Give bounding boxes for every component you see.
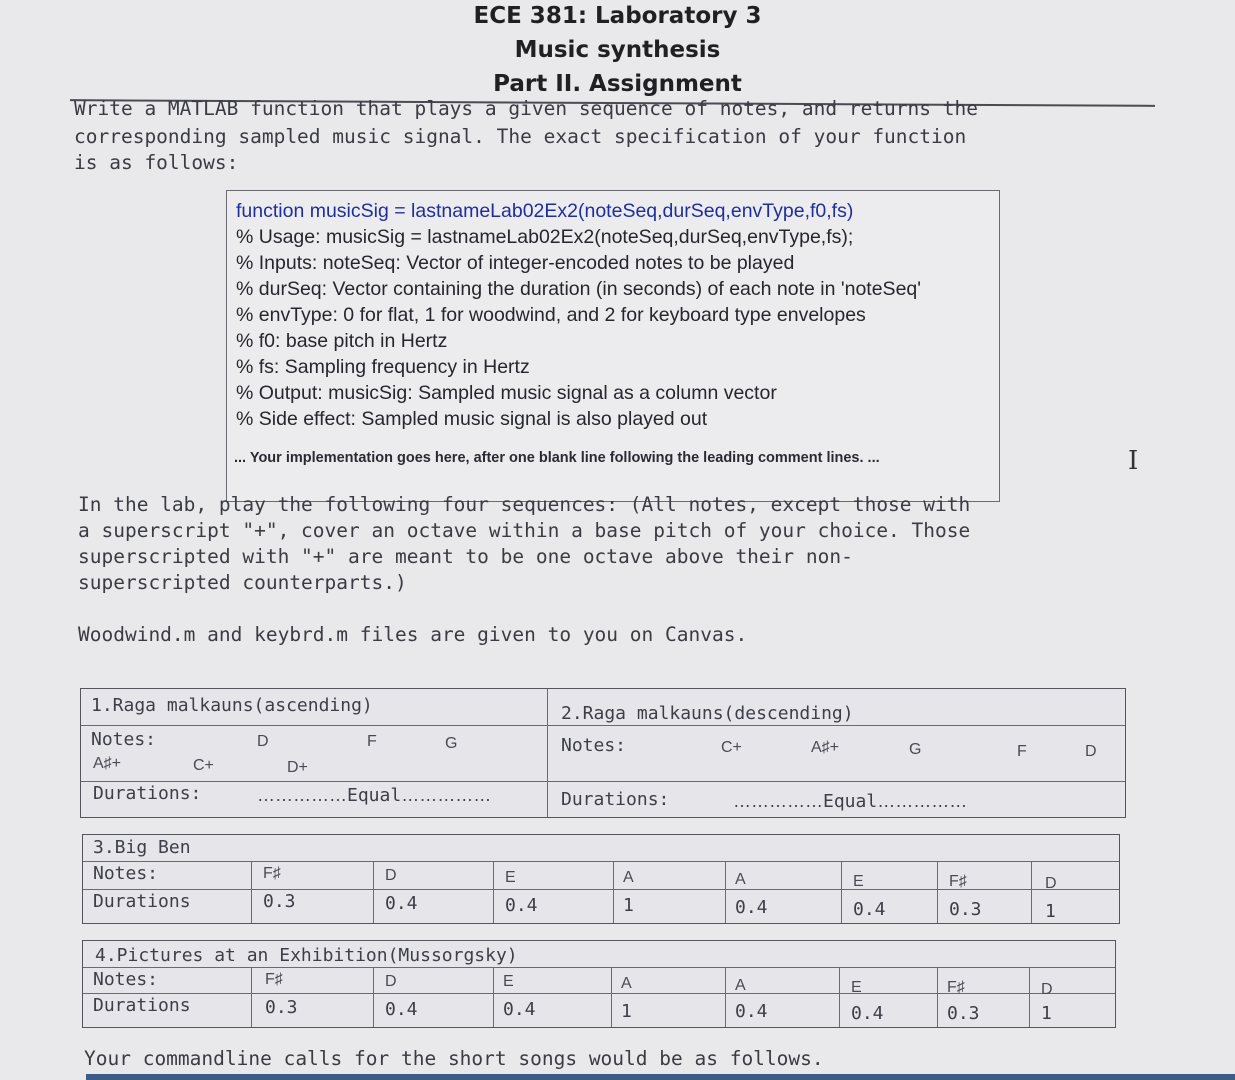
big-ben-table (82, 834, 1120, 924)
raga-asc-note: C+ (193, 757, 214, 774)
raga-desc-note: G (909, 741, 922, 758)
pictures-title: 4.Pictures at an Exhibition(Mussorgsky) (95, 945, 518, 966)
pictures-note: A (621, 975, 632, 992)
pictures-note: E (503, 973, 514, 990)
comment-fs: % fs: Sampling frequency in Hertz (236, 356, 530, 378)
big-ben-duration: 0.4 (505, 895, 538, 916)
comment-output: % Output: musicSig: Sampled music signal as a column vector (236, 382, 777, 404)
comment-durseq: % durSeq: Vector containing the duration (in seconds) of each note in 'noteSeq' (236, 278, 921, 300)
comment-f0: % f0: base pitch in Hertz (236, 330, 448, 352)
pictures-note: D (1041, 981, 1053, 998)
big-ben-col (1031, 861, 1032, 923)
lab-text-line-2: a superscript "+", cover an octave within a base pitch of your choice. Those (78, 519, 971, 542)
pictures-note: A (735, 977, 746, 994)
big-ben-col (613, 861, 614, 923)
pictures-duration: 0.4 (851, 1003, 884, 1024)
big-ben-col (725, 861, 726, 923)
lab-text-line-1: In the lab, play the following four sequences: (All notes, except those with (78, 493, 971, 516)
function-signature: function musicSig = lastnameLab02Ex2(noteSeq,durSeq,envType,f0,fs) (236, 200, 854, 222)
raga-asc-title: 1.Raga malkauns(ascending) (91, 695, 373, 716)
lab-text-line-3: superscripted with "+" are meant to be one octave above their non- (78, 545, 853, 568)
pictures-note: F♯ (947, 979, 965, 996)
raga-duration-line (81, 781, 1125, 782)
big-ben-col (937, 861, 938, 923)
big-ben-note: A (623, 869, 634, 886)
raga-desc-note: A♯+ (811, 739, 840, 756)
lab-text-line-4: superscripted counterparts.) (78, 571, 407, 594)
big-ben-note: A (735, 871, 746, 888)
big-ben-note: F♯ (949, 873, 967, 890)
big-ben-col (251, 861, 252, 923)
raga-desc-durations-value: ……………Equal…………… (733, 791, 968, 812)
big-ben-duration: 0.3 (949, 899, 982, 920)
comment-side-effect: % Side effect: Sampled music signal is also played out (236, 408, 708, 430)
comment-usage: % Usage: musicSig = lastnameLab02Ex2(noteSeq,durSeq,envType,fs); (236, 226, 854, 248)
big-ben-duration: 1 (1045, 901, 1056, 922)
raga-asc-durations-value: ……………Equal…………… (257, 785, 492, 806)
big-ben-durations-label: Durations (93, 891, 191, 912)
pictures-duration: 0.4 (503, 999, 536, 1020)
pictures-notes-label: Notes: (93, 969, 159, 990)
raga-desc-note: C+ (721, 739, 742, 756)
big-ben-note: D (385, 867, 397, 884)
big-ben-duration: 0.4 (853, 899, 886, 920)
pictures-duration: 0.4 (735, 1001, 768, 1022)
big-ben-duration: 0.4 (385, 893, 418, 914)
raga-asc-note: G (445, 735, 458, 752)
pictures-duration: 0.3 (947, 1003, 980, 1024)
big-ben-col (841, 861, 842, 923)
pictures-col (937, 967, 938, 1027)
footer-text: Your commandline calls for the short songs would be as follows. (84, 1047, 824, 1070)
comment-inputs: % Inputs: noteSeq: Vector of integer-encoded notes to be played (236, 252, 795, 274)
pictures-duration: 1 (621, 1001, 632, 1022)
raga-desc-note: D (1085, 743, 1097, 760)
raga-asc-note: D (257, 733, 269, 750)
big-ben-duration: 1 (623, 895, 634, 916)
pictures-col (725, 967, 726, 1027)
big-ben-title: 3.Big Ben (93, 837, 191, 858)
raga-header-line (81, 725, 1125, 726)
pictures-col (251, 967, 252, 1027)
raga-desc-notes-label: Notes: (561, 735, 627, 756)
raga-asc-notes-label: Notes: (91, 729, 157, 750)
pictures-col (1029, 967, 1030, 1027)
big-ben-notes-label: Notes: (93, 863, 159, 884)
pictures-col (373, 967, 374, 1027)
raga-asc-note: A♯+ (93, 755, 122, 772)
pictures-duration: 1 (1041, 1003, 1052, 1024)
pictures-durations-label: Durations (93, 995, 191, 1016)
implementation-note: ... Your implementation goes here, after one blank line following the leading comment lines. ... (234, 450, 880, 466)
big-ben-header-line (83, 861, 1119, 862)
raga-asc-note: F (367, 733, 377, 750)
big-ben-note: F♯ (263, 865, 281, 882)
big-ben-col (493, 861, 494, 923)
raga-desc-title: 2.Raga malkauns(descending) (561, 703, 854, 724)
big-ben-col (373, 861, 374, 923)
intro-line-3: is as follows: (74, 151, 239, 174)
section-title: Part II. Assignment (493, 71, 742, 97)
pictures-col (611, 967, 612, 1027)
pictures-col (493, 967, 494, 1027)
pictures-note: F♯ (265, 971, 283, 988)
pictures-note: D (385, 973, 397, 990)
files-note: Woodwind.m and keybrd.m files are given to you on Canvas. (78, 623, 748, 646)
raga-divider (547, 689, 548, 817)
lab-subtitle: Music synthesis (514, 37, 721, 63)
pictures-duration: 0.3 (265, 997, 298, 1018)
big-ben-note: E (505, 869, 516, 886)
text-cursor-icon: I (1128, 446, 1139, 476)
pictures-note: E (851, 979, 862, 996)
lab-title: ECE 381: Laboratory 3 (473, 3, 762, 29)
intro-line-2: corresponding sampled music signal. The exact specification of your function (74, 125, 967, 148)
pictures-table (82, 940, 1116, 1028)
pictures-header-line (83, 967, 1115, 968)
pictures-duration: 0.4 (385, 999, 418, 1020)
raga-table (80, 688, 1126, 818)
comment-envtype: % envType: 0 for flat, 1 for woodwind, and 2 for keyboard type envelopes (236, 304, 866, 326)
intro-line-1: Write a MATLAB function that plays a given sequence of notes, and returns the (74, 97, 978, 120)
big-ben-note: D (1045, 875, 1057, 892)
raga-asc-durations-label: Durations: (93, 783, 202, 804)
raga-asc-note: D+ (287, 759, 308, 776)
raga-desc-note: F (1017, 743, 1027, 760)
screen-bottom-bar (86, 1074, 1235, 1080)
big-ben-duration: 0.4 (735, 897, 768, 918)
raga-desc-durations-label: Durations: (561, 789, 670, 810)
pictures-col (839, 967, 840, 1027)
big-ben-note: E (853, 873, 864, 890)
big-ben-duration: 0.3 (263, 891, 296, 912)
